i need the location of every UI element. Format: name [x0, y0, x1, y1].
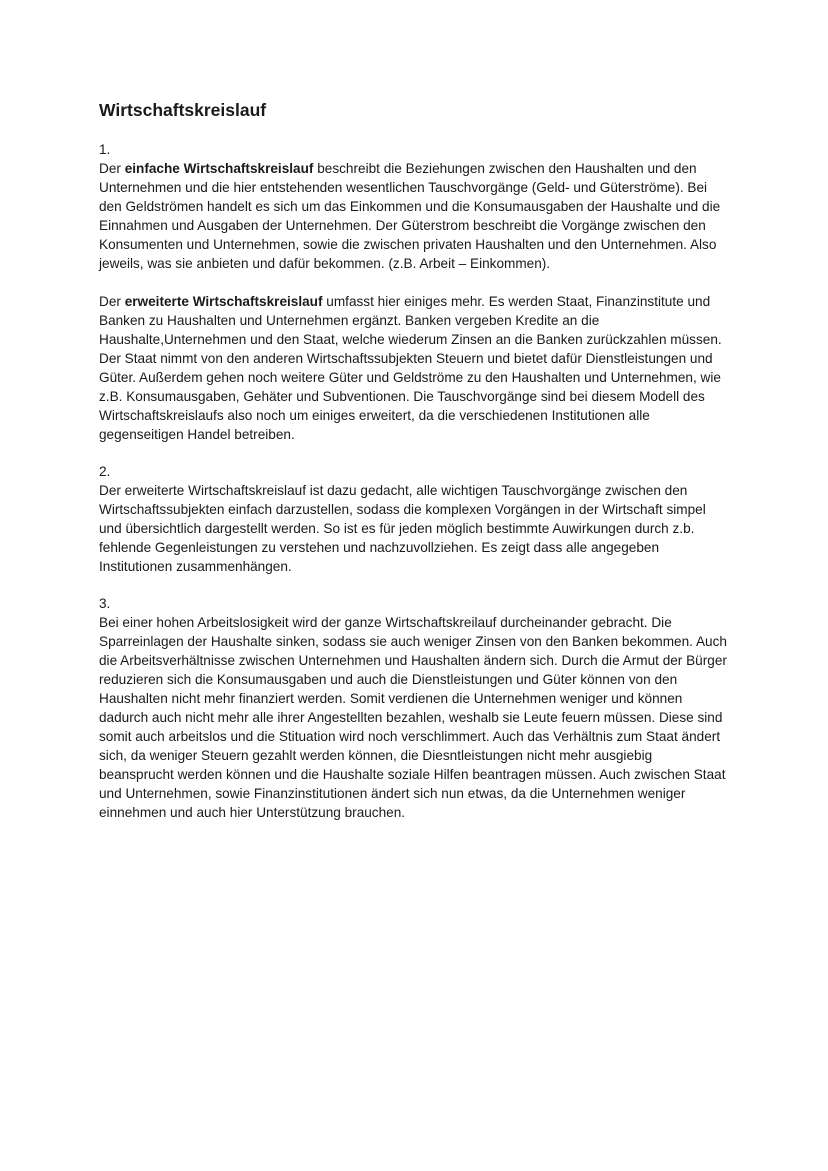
paragraph-text: beschreibt die Beziehungen zwischen den Haushalten und den Unternehmen und die hier entstehenden wesentlichen Tauschvorgänge (Geld- und Güterströme). Bei den Geldströmen handelt es sich um das Einkommen und die Konsumausgaben der Haushalte und die Einnahmen und Ausgaben der Unternehmen. Der Güterstrom beschreibt die Vorgänge zwischen den Konsumenten und Unternehmen, sowie die zwischen privaten Haushalten und den Unternehmen. Also jeweils, was sie anbieten und dafür bekommen. (z.B. Arbeit – Einkommen). [99, 161, 721, 271]
bold-term: erweiterte Wirtschaftskreislauf [124, 294, 323, 309]
paragraph-text-start: Der [99, 161, 125, 176]
bold-term: einfache Wirtschaftskreislauf [124, 161, 314, 176]
section-1 [99, 140, 728, 444]
paragraph-text: Der erweiterte Wirtschaftskreislauf ist dazu gedacht, alle wichtigen Tauschvorgänge zwischen den Wirtschaftssubjekten einfach darzustellen, sodass die komplexen Vorgängen in der Wirtschaft simpel und übersichtlich dargestellt werden. So ist es für jeden möglich bestimmte Auwirkungen durch z.b. fehlende Gegenleistungen zu verstehen und nachzuvollziehen. Es zeigt dass alle angegeben Institutionen zusammenhängen. [99, 483, 706, 574]
paragraph-text: umfasst hier einiges mehr. Es werden Staat, Finanzinstitute und Banken zu Haushalten und Unternehmen ergänzt. Banken vergeben Kredite an die Haushalte,Unternehmen und den Staat, welche wiederum Zinsen an die Banken zurückzahlen müssen. Der Staat nimmt von den anderen Wirtschaftssubjekten Steuern und bietet dafür Dienstleistungen und Güter. Außerdem gehen noch weitere Güter und Geldströme zu den Haushalten und Unternehmen, wie z.B. Konsumausgaben, Gehäter und Subventionen. Die Tauschvorgänge sind bei diesem Modell des Wirtschaftskreislaufs also noch um einiges erweitert, da die verschiedenen Institutionen alle gegenseitigen Handel betreiben. [99, 294, 722, 442]
paragraph-text-start: Der [99, 294, 125, 309]
section-number: 3. [99, 596, 111, 611]
paragraph [99, 292, 728, 444]
paragraph [99, 613, 728, 822]
paragraph [99, 481, 728, 576]
paragraph-text: Bei einer hohen Arbeitslosigkeit wird der ganze Wirtschaftskreilauf durcheinander gebracht. Die Sparreinlagen der Haushalte sinken, sodass sie auch weniger Zinsen von den Banken bekommen. Auch die Arbeitsverhältnisse zwischen Unternehmen und Haushalten ändern sich. Durch die Armut der Bürger reduzieren sich die Konsumausgaben und auch die Dienstleistungen und Güter können von den Haushalten nicht mehr finanziert werden. Somit verdienen die Unternehmen weniger und können dadurch auch nicht mehr alle ihrer Angestellten bezahlen, weshalb sie Leute feuern müssen. Diese sind somit auch arbeitslos und die Stituation wird noch verschlimmert. Auch das Verhältnis zum Staat ändert sich, da weniger Steuern gezahlt werden können, die Diesntleistungen nicht mehr ausgiebig beansprucht werden können und die Haushalte soziale Hilfen beantragen müssen. Auch zwischen Staat und Unternehmen, sowie Finanzinstitutionen ändert sich nun etwas, da die Unternehmen weniger einnehmen und auch hier Unterstützung brauchen. [99, 615, 727, 820]
section-2 [99, 462, 728, 576]
document-title: Wirtschaftskreislauf [99, 100, 267, 120]
paragraph [99, 159, 728, 273]
section-3 [99, 594, 728, 822]
section-number: 1. [99, 142, 111, 157]
section-number: 2. [99, 464, 111, 479]
